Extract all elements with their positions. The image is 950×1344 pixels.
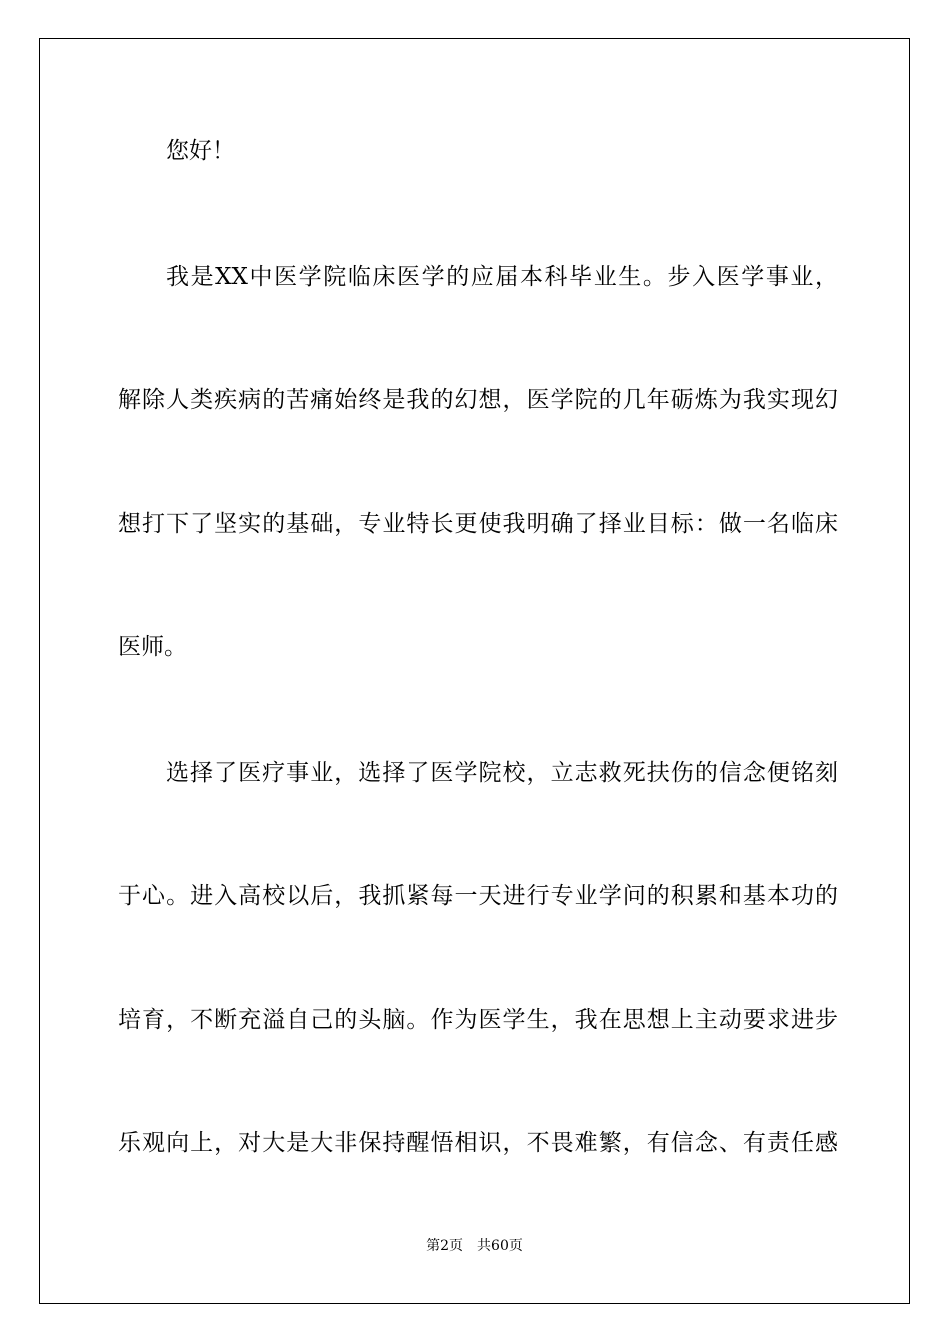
total-pages: 共60页 (477, 1238, 523, 1254)
paragraph-1-line-2: 解除人类疾病的苦痛始终是我的幻想，医学院的几年砺炼为我实现幻 (118, 387, 838, 413)
page-footer (40, 1237, 909, 1255)
paragraph-1-line-4: 医师。 (118, 634, 187, 660)
greeting-line: 您好！ (166, 138, 235, 164)
page-number: 第2页 (426, 1238, 464, 1254)
paragraph-2-line-3: 培育，不断充溢自己的头脑。作为医学生，我在思想上主动要求进步 (118, 1007, 838, 1033)
document-page (39, 38, 910, 1304)
paragraph-2-line-1: 选择了医疗事业，选择了医学院校，立志救死扶伤的信念便铭刻 (166, 760, 838, 786)
paragraph-2-line-4: 乐观向上，对大是大非保持醒悟相识，不畏难繁，有信念、有责任感 (118, 1130, 838, 1156)
paragraph-2-line-2: 于心。进入高校以后，我抓紧每一天进行专业学问的积累和基本功的 (118, 883, 838, 909)
paragraph-1-line-3: 想打下了坚实的基础，专业特长更使我明确了择业目标：做一名临床 (118, 511, 838, 537)
paragraph-1-line-1: 我是XX中医学院临床医学的应届本科毕业生。步入医学事业， (166, 264, 838, 290)
